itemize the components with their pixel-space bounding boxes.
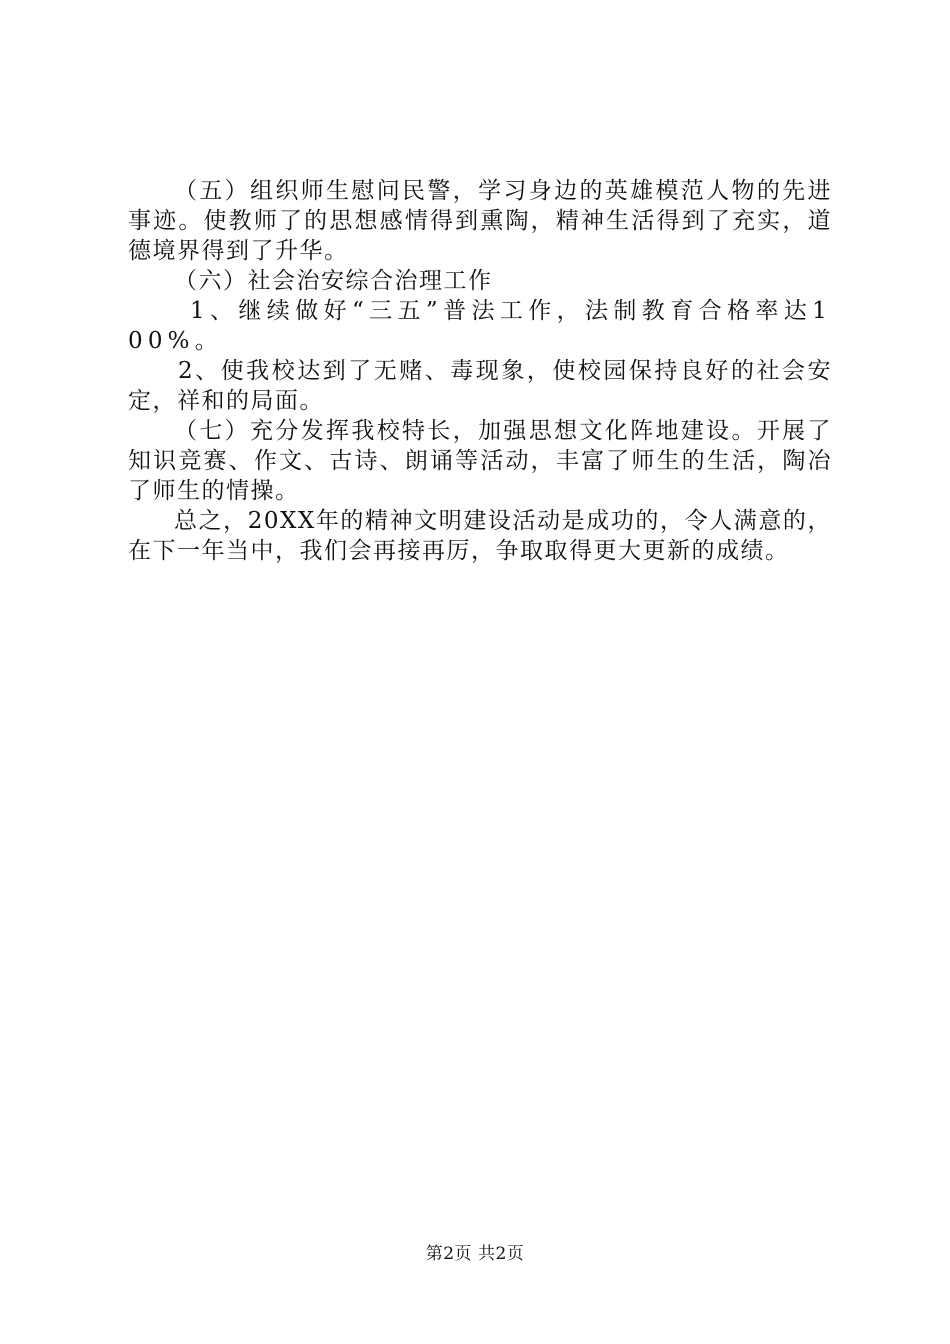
paragraph-five: （五）组织师生慰问民警，学习身边的英雄模范人物的先进事迹。使教师了的思想感情得到熏陶，精神生活得到了充实，道德境界得到了升华。 (128, 178, 832, 264)
paragraph-six-heading: （六）社会治安综合治理工作 (174, 268, 493, 294)
paragraph-six-item-1: 1、继续做好“三五”普法工作，法制教育合格率达100%。 (128, 298, 832, 354)
document-body (128, 176, 832, 566)
paragraph-seven: （七）充分发挥我校特长，加强思想文化阵地建设。开展了知识竞赛、作文、古诗、朗诵等活动，丰富了师生的生活，陶冶了师生的情操。 (128, 418, 832, 504)
paragraph-six-item-2: 2、使我校达到了无赌、毒现象，使校园保持良好的社会安定，祥和的局面。 (128, 358, 832, 414)
paragraph-summary: 总之，20XX年的精神文明建设活动是成功的，令人满意的，在下一年当中，我们会再接再厉，争取取得更大更新的成绩。 (128, 508, 832, 564)
page-number-footer: 第2页 共2页 (425, 1244, 525, 1264)
